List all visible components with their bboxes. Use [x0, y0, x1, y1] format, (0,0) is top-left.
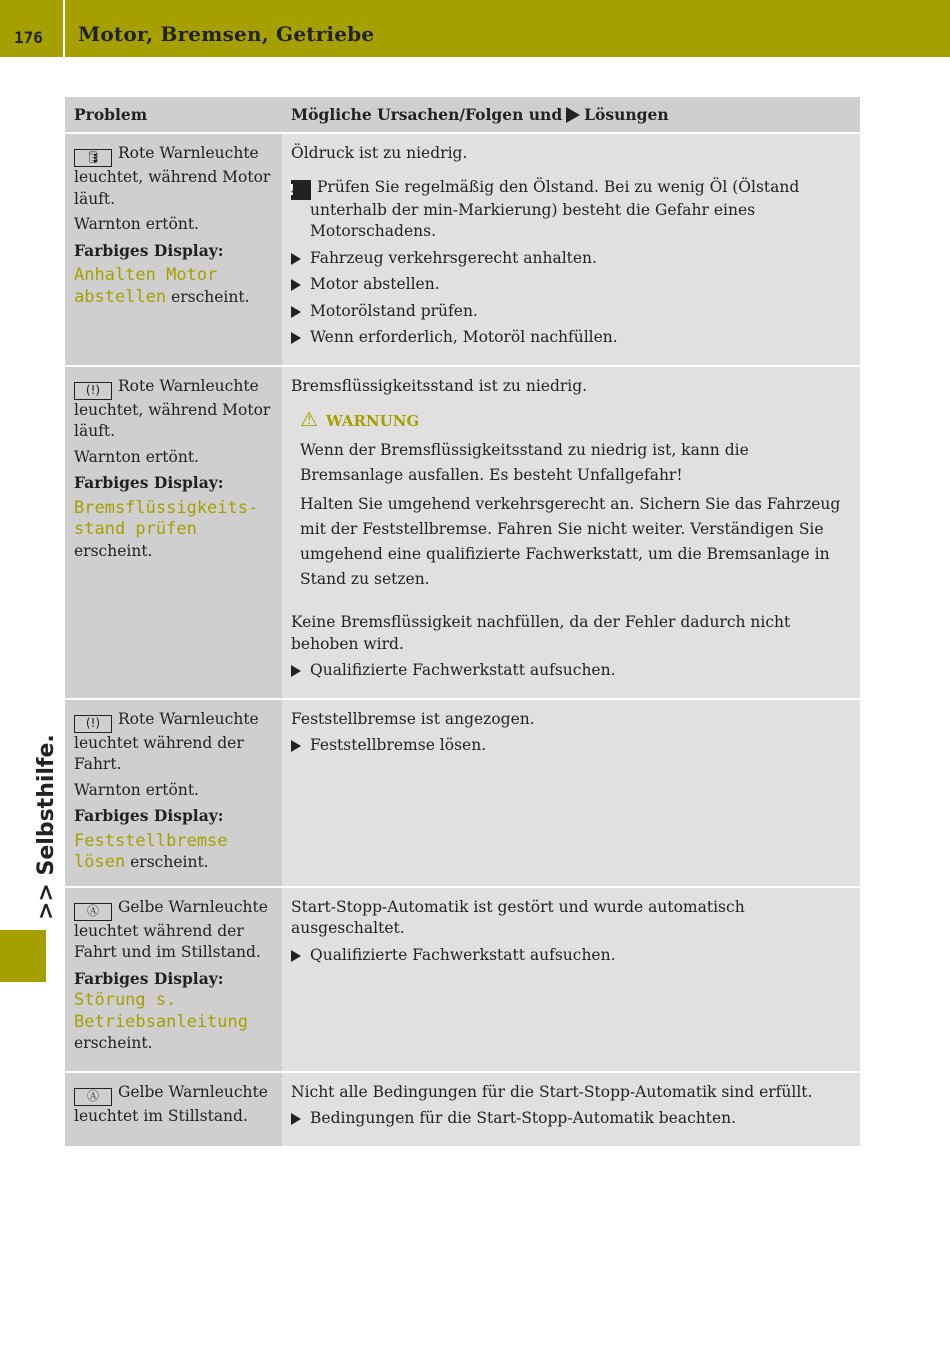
warnton-text: Warnton ertönt.: [74, 447, 199, 466]
solution-cell: [282, 1072, 860, 1147]
cause-text: Bremsflüssigkeitsstand ist zu niedrig.: [291, 376, 588, 395]
problem-text: Rote Warnleuchte leuchtet, während Motor läuft.: [74, 144, 271, 208]
problem-text: Gelbe Warnleuchte leuchtet während der Fahrt und im Stillstand.: [74, 897, 268, 961]
problem-cell: [65, 366, 282, 699]
brake-warning-icon: (!): [74, 382, 112, 400]
problem-cell: [65, 699, 282, 887]
problem-cell: [65, 133, 282, 366]
column-header-solution-b: Lösungen: [584, 104, 669, 124]
display-suffix: erscheint.: [74, 1034, 153, 1052]
cause-text: Feststellbremse ist angezogen.: [291, 709, 535, 728]
step-item: Motorölstand prüfen.: [291, 301, 851, 323]
display-label: Farbiges Display:: [74, 806, 224, 825]
solution-cell: [282, 133, 860, 366]
troubleshooting-table: [65, 97, 860, 1148]
arrow-icon: [566, 107, 580, 123]
problem-text: Gelbe Warnleuchte leuchtet im Stillstand.: [74, 1082, 268, 1125]
start-stop-icon: Ⓐ: [74, 1088, 112, 1106]
note-text: Prüfen Sie regelmäßig den Ölstand. Bei zu wenig Öl (Ölstand unterhalb der min-Markierung) besteht die Gefahr eines Motorschadens.: [310, 177, 800, 240]
warning-text: Halten Sie umgehend verkehrsgerecht an. Sichern Sie das Fahrzeug mit der Feststellbremse. Fahren Sie nicht weiter. Verständigen Sie umgehend eine qualifizierte Fachwerkstatt, um die Bremsanlage in Stand zu setzen.: [300, 495, 841, 588]
exclamation-icon: !: [291, 180, 311, 200]
start-stop-icon: Ⓐ: [74, 903, 112, 921]
solution-cell: [282, 887, 860, 1072]
step-item: Fahrzeug verkehrsgerecht anhalten.: [291, 248, 851, 270]
table-row: [65, 699, 860, 887]
brake-warning-icon: (!): [74, 715, 112, 733]
table-row: [65, 887, 860, 1072]
warnton-text: Warnton ertönt.: [74, 780, 199, 799]
cause-text: Nicht alle Bedingungen für die Start-Stopp-Automatik sind erfüllt.: [291, 1082, 813, 1101]
page-title: Motor, Bremsen, Getriebe: [78, 22, 375, 46]
cause-text: Öldruck ist zu niedrig.: [291, 144, 468, 162]
column-header-problem: Problem: [65, 97, 282, 133]
oil-pressure-icon: 🛢: [74, 149, 112, 167]
warning-triangle-icon: ⚠: [300, 407, 318, 431]
warning-block: [291, 407, 851, 592]
section-tab: [0, 930, 46, 982]
table-row: [65, 1072, 860, 1147]
display-message: Störung s. Betriebsanleitung: [74, 990, 248, 1032]
table-header-row: [65, 97, 860, 133]
warning-heading: [300, 407, 851, 434]
display-label: Farbiges Display:: [74, 968, 224, 988]
step-item: Feststellbremse lösen.: [291, 735, 851, 757]
display-label: Farbiges Display:: [74, 240, 224, 260]
column-header-solution-a: Mögliche Ursachen/Folgen und: [291, 104, 563, 124]
display-suffix: erscheint.: [171, 287, 250, 306]
problem-cell: [65, 887, 282, 1072]
solution-cell: [282, 699, 860, 887]
display-message: Feststellbremse lösen: [74, 830, 228, 872]
table-row: [65, 366, 860, 699]
page-number: 176: [14, 28, 43, 47]
problem-cell: [65, 1072, 282, 1147]
display-suffix: erscheint.: [130, 853, 209, 871]
problem-text: Rote Warnleuchte leuchtet während der Fahrt.: [74, 709, 259, 773]
column-header-solution: [282, 97, 860, 133]
table-row: [65, 133, 860, 366]
warning-text: Wenn der Bremsflüssigkeitsstand zu niedrig ist, kann die Bremsanlage ausfallen. Es besteht Unfallgefahr!: [300, 441, 749, 484]
section-label: >> Selbsthilfe.: [34, 734, 59, 920]
step-item: Motor abstellen.: [291, 274, 851, 296]
step-item: Qualifizierte Fachwerkstatt aufsuchen.: [291, 660, 851, 682]
problem-text: Rote Warnleuchte leuchtet, während Motor läuft.: [74, 376, 271, 440]
display-message: Anhalten Motor abstellen: [74, 265, 218, 307]
page-number-box: [0, 0, 65, 57]
after-text: Keine Bremsflüssigkeit nachfüllen, da der Fehler dadurch nicht behoben wird.: [291, 613, 791, 653]
display-message: Bremsflüssigkeits-stand prüfen: [74, 497, 259, 539]
step-item: Qualifizierte Fachwerkstatt aufsuchen.: [291, 945, 851, 967]
display-suffix: erscheint.: [74, 541, 153, 560]
step-item: Wenn erforderlich, Motoröl nachfüllen.: [291, 327, 851, 349]
warnton-text: Warnton ertönt.: [74, 215, 199, 233]
cause-text: Start-Stopp-Automatik ist gestört und wurde automatisch ausgeschaltet.: [291, 897, 745, 937]
solution-cell: [282, 366, 860, 699]
warning-title: WARNUNG: [325, 412, 420, 430]
step-item: Bedingungen für die Start-Stopp-Automatik beachten.: [291, 1108, 851, 1130]
display-label: Farbiges Display:: [74, 473, 224, 492]
